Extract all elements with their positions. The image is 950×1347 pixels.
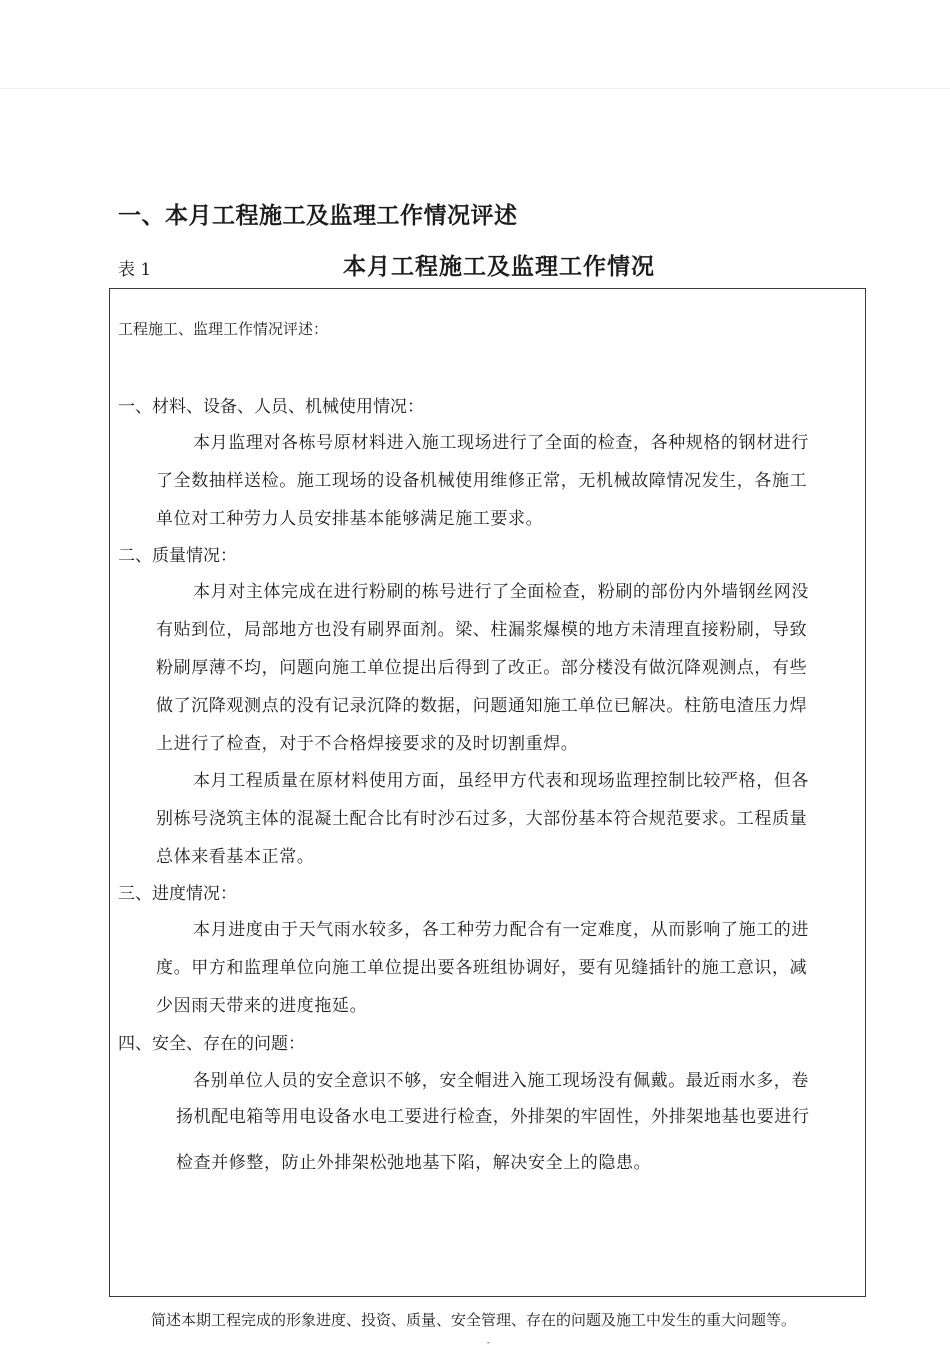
table-label: 表 1 [118, 260, 152, 280]
quality-line: 上进行了检查，对于不合格焊接要求的及时切割重焊。 [156, 734, 579, 754]
progress-heading: 三、进度情况： [118, 884, 237, 904]
quality-line: 有贴到位，局部地方也没有刷界面剂。梁、柱漏浆爆模的地方未清理直接粉刷，导致 [156, 620, 808, 640]
quality-line: 总体来看基本正常。 [156, 847, 315, 867]
progress-line: 本月进度由于天气雨水较多，各工种劳力配合有一定难度，从而影响了施工的进 [193, 920, 809, 940]
materials-heading: 一、材料、设备、人员、机械使用情况： [118, 397, 424, 417]
top-rule [0, 88, 950, 89]
safety-line: 检查并修整，防止外排架松弛地基下陷，解决安全上的隐患。 [176, 1153, 652, 1173]
progress-line: 少因雨天带来的进度拖延。 [156, 996, 368, 1016]
materials-line: 本月监理对各栋号原材料进入施工现场进行了全面的检查，各种规格的钢材进行 [193, 433, 809, 453]
materials-line: 单位对工种劳力人员安排基本能够满足施工要求。 [156, 509, 544, 529]
quality-heading: 二、质量情况： [118, 546, 237, 566]
safety-line: 各别单位人员的安全意识不够，安全帽进入施工现场没有佩戴。最近雨水多，卷 [193, 1071, 809, 1091]
intro-label: 工程施工、监理工作情况评述： [118, 320, 329, 338]
quality-line: 做了沉降观测点的没有记录沉降的数据，问题通知施工单位已解决。柱筋电渣压力焊 [156, 696, 808, 716]
table-title: 本月工程施工及监理工作情况 [343, 253, 655, 280]
footnote: 简述本期工程完成的形象进度、投资、质量、安全管理、存在的问题及施工中发生的重大问题等。 [151, 1311, 797, 1329]
quality-line: 别栋号浇筑主体的混凝土配合比有时沙石过多，大部份基本符合规范要求。工程质量 [156, 809, 808, 829]
safety-line: 扬机配电箱等用电设备水电工要进行检查，外排架的牢固性，外排架地基也要进行 [176, 1107, 810, 1127]
materials-line: 了全数抽样送检。施工现场的设备机械使用维修正常，无机械故障情况发生，各施工 [156, 471, 808, 491]
section-heading: 一、本月工程施工及监理工作情况评述 [118, 202, 518, 229]
quality-line: 粉刷厚薄不均，问题向施工单位提出后得到了改正。部分楼没有做沉降观测点，有些 [156, 658, 808, 678]
progress-line: 度。甲方和监理单位向施工单位提出要各班组协调好，要有见缝插针的施工意识，减 [156, 958, 808, 978]
safety-heading: 四、安全、存在的问题： [118, 1034, 305, 1054]
quality-line: 本月对主体完成在进行粉刷的栋号进行了全面检查，粉刷的部份内外墙钢丝网没 [193, 582, 809, 602]
quality-line: 本月工程质量在原材料使用方面，虽经甲方代表和现场监理控制比较严格，但各 [193, 771, 809, 791]
page-number-mark: - [487, 1338, 490, 1347]
